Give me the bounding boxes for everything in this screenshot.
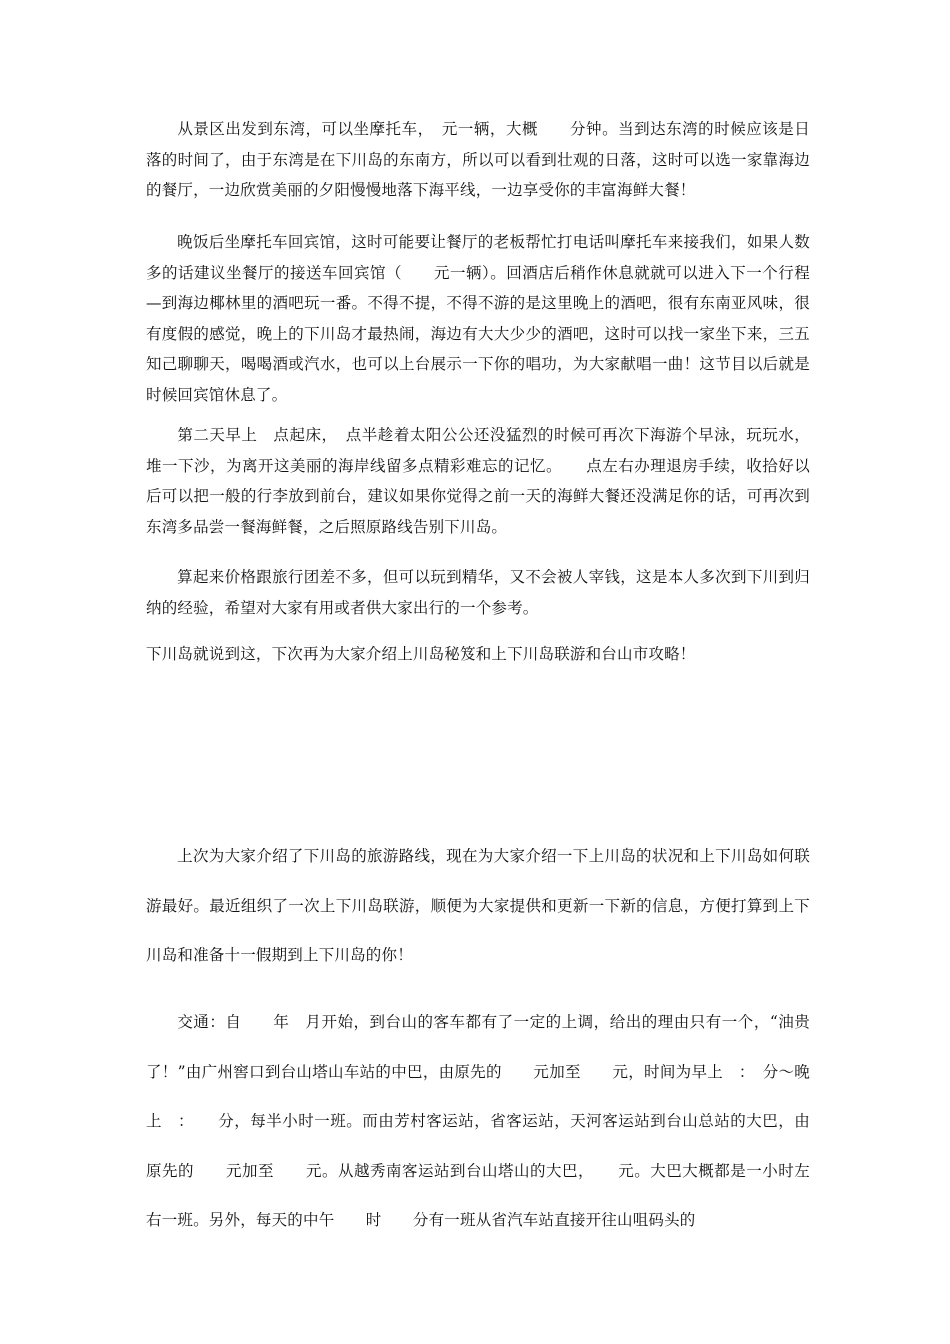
paragraph-text: 交通：自 年 月开始，到台山的客车都有了一定的上调，给出的理由只有一个，“油贵了！”由广州窖口到台山塔山车站的中巴，由原先的 元加至 元，时间为早上 ： 分～晚上 ： 分，每半小时一班。而由芳村客运站，省客运站，天河客运站到台山总站的大巴，由原先的 元加至 元。从越秀南客运站到台山塔山的大巴， 元。大巴大概都是一小时左右一班。另外，每天的中午 时 分有一班从省汽车站直接开往山咀码头的 bbox=[146, 1013, 810, 1229]
paragraph-text: 晚饭后坐摩托车回宾馆，这时可能要让餐厅的老板帮忙打电话叫摩托车来接我们，如果人数多的话建议坐餐厅的接送车回宾馆（ 元一辆）。回酒店后稍作休息就就可以进入下一个行程—到海边椰林里的酒吧玩一番。不得不提，不得不游的是这里晚上的酒吧，很有东南亚风味，很有度假的感觉，晚上的下川岛才最热闹，海边有大大少少的酒吧，这时可以找一家坐下来，三五知己聊聊天，喝喝酒或汽水，也可以上台展示一下你的唱功，为大家献唱一曲！这节目以后就是时候回宾馆休息了。 bbox=[146, 233, 810, 404]
paragraph-text: 第二天早上 点起床， 点半趁着太阳公公还没猛烈的时候可再次下海游个早泳，玩玩水，堆一下沙，为离开这美丽的海岸线留多点精彩难忘的记忆。 点左右办理退房手续，收拾好以后可以把一般的行李放到前台，建议如果你觉得之前一天的海鲜大餐还没满足你的话，可再次到东湾多品尝一餐海鲜餐，之后照原路线告别下川岛。 bbox=[146, 426, 810, 536]
paragraph-text: 上次为大家介绍了下川岛的旅游路线，现在为大家介绍一下上川岛的状况和上下川岛如何联游最好。最近组织了一次上下川岛联游，顺便为大家提供和更新一下新的信息，方便打算到上下川岛和准备十一假期到上下川岛的你！ bbox=[146, 847, 810, 964]
paragraph-summary bbox=[146, 562, 810, 623]
paragraph-closing bbox=[146, 639, 810, 670]
paragraph-second-day bbox=[146, 420, 810, 542]
paragraph-text: 下川岛就说到这，下次再为大家介绍上川岛秘笈和上下川岛联游和台山市攻略！ bbox=[146, 645, 696, 663]
paragraph-transport bbox=[146, 998, 810, 1246]
paragraph-text: 从景区出发到东湾，可以坐摩托车， 元一辆，大概 分钟。当到达东湾的时候应该是日落的时间了，由于东湾是在下川岛的东南方，所以可以看到壮观的日落，这时可以选一家靠海边的餐厅，一边欣赏美丽的夕阳慢慢地落下海平线，一边享受你的丰富海鲜大餐！ bbox=[146, 120, 810, 199]
paragraph-evening-bar bbox=[146, 227, 810, 410]
paragraph-dongwan-sunset bbox=[146, 114, 810, 206]
paragraph-shangchuan-intro bbox=[146, 832, 810, 981]
paragraph-text: 算起来价格跟旅行团差不多，但可以玩到精华，又不会被人宰钱，这是本人多次到下川到归纳的经验，希望对大家有用或者供大家出行的一个参考。 bbox=[146, 568, 810, 617]
